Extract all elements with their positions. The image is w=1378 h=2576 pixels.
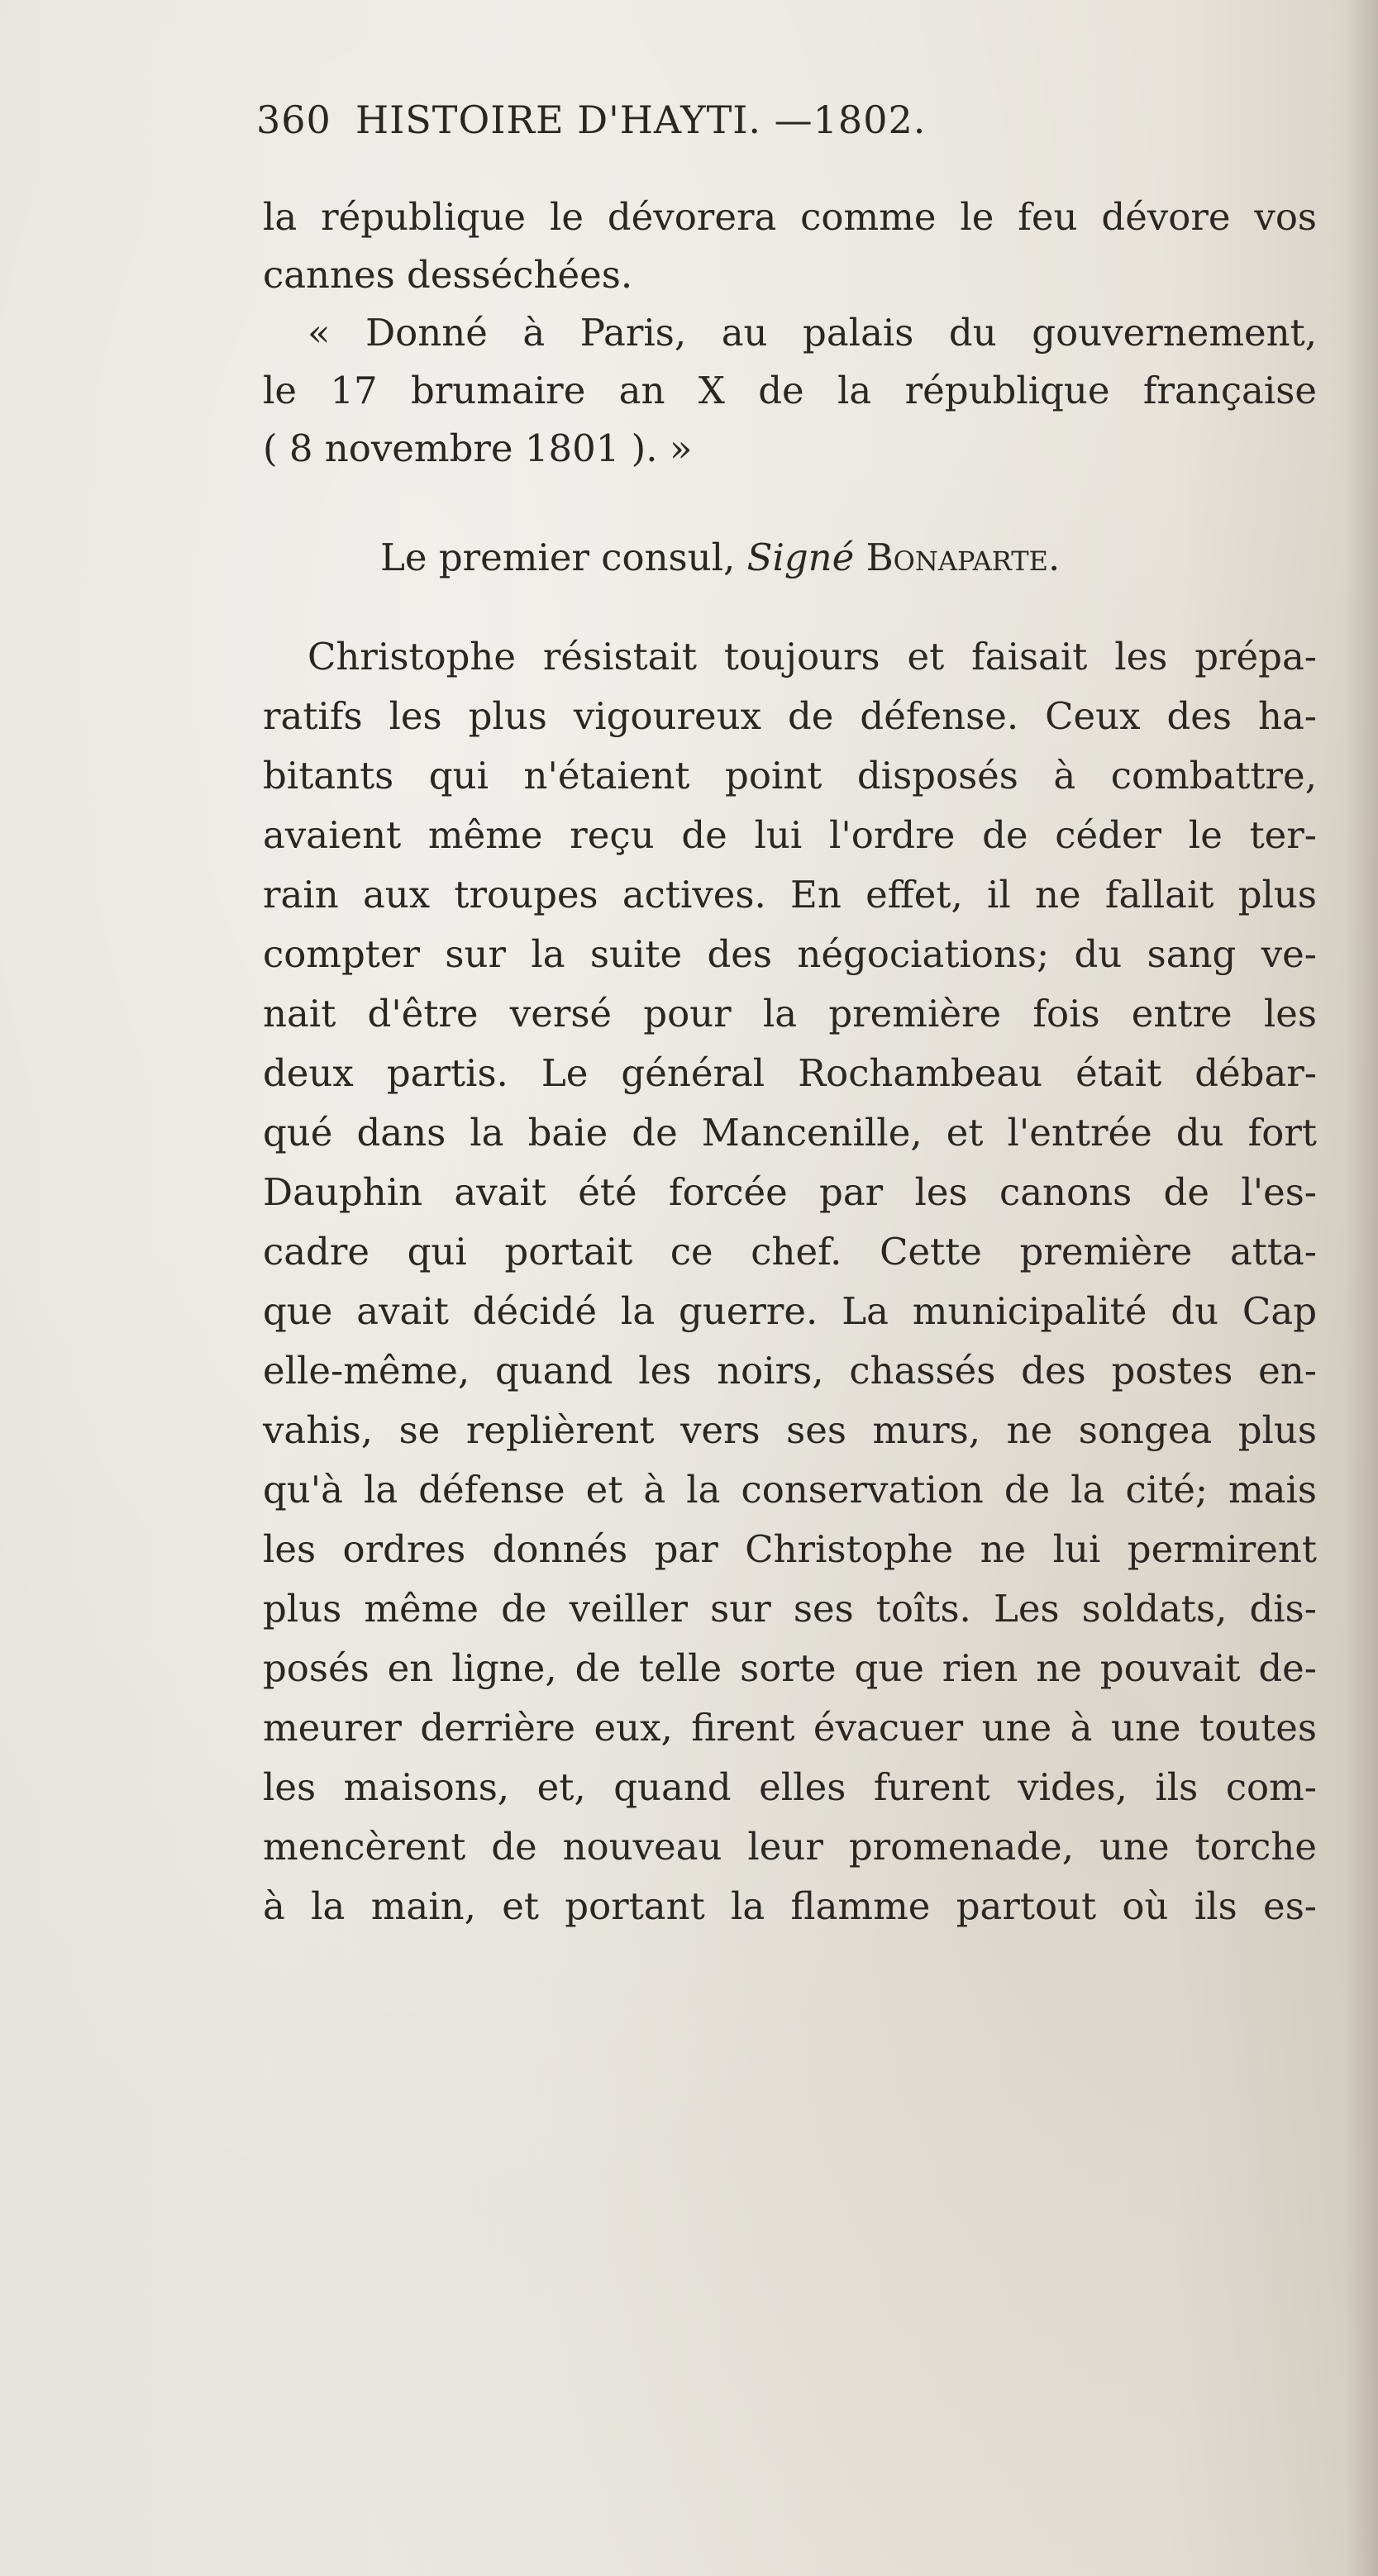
text-line: mencèrent de nouveau leur promenade, une torche [263,1825,1317,1869]
text-line: Dauphin avait été forcée par les canons de l'es- [263,1170,1317,1214]
text-line: Christophe résistait toujours et faisait les prépa- [308,635,1317,679]
text-line: rain aux troupes actives. En effet, il ne fallait plus [263,873,1317,917]
text-line: elle-même, quand les noirs, chassés des postes en- [263,1349,1317,1393]
text-line: « Donné à Paris, au palais du gouvernement, [308,311,1317,355]
text-line: bitants qui n'étaient point disposés à combattre, [263,754,1317,798]
running-header [256,98,1166,155]
signature-line [380,529,1060,587]
signature-signe: Signé [746,536,855,579]
text-line: les ordres donnés par Christophe ne lui permirent [263,1527,1317,1571]
running-title: HISTOIRE D'HAYTI. —1802. [355,98,927,142]
text-line: le 17 brumaire an X de la république française [263,369,1317,412]
text-line: compter sur la suite des négociations; du sang ve- [263,932,1317,976]
text-line: plus même de veiller sur ses toîts. Les soldats, dis- [263,1587,1317,1631]
text-line: deux partis. Le général Rochambeau était débar- [263,1051,1317,1095]
text-line: posés en ligne, de telle sorte que rien ne pouvait de- [263,1646,1317,1690]
text-line: qué dans la baie de Mancenille, et l'entrée du fort [263,1111,1317,1155]
text-line: meurer derrière eux, firent évacuer une à une toutes [263,1706,1317,1750]
text-line: avaient même reçu de lui l'ordre de céder le ter- [263,813,1317,857]
text-line: nait d'être versé pour la première fois entre les [263,992,1317,1036]
text-line: qu'à la défense et à la conservation de la cité; mais [263,1468,1317,1512]
signature-prefix: Le premier consul, [380,536,736,579]
text-line: cannes desséchées. [263,253,633,297]
text-line: ( 8 novembre 1801 ). » [263,426,693,470]
text-line: à la main, et portant la flamme partout où ils es- [263,1884,1317,1928]
text-line: la république le dévorera comme le feu dévore vos [263,195,1317,239]
page-number: 360 [256,98,331,142]
text-line: cadre qui portait ce chef. Cette première atta- [263,1230,1317,1274]
text-line: les maisons, et, quand elles furent vides, ils com- [263,1765,1317,1809]
text-line: que avait décidé la guerre. La municipalité du Cap [263,1289,1317,1333]
page-edge-shadow [1345,0,1378,2576]
signature-name: Bonaparte. [865,536,1061,579]
text-line: ratifs les plus vigoureux de défense. Ceux des ha- [263,694,1317,738]
text-line: vahis, se replièrent vers ses murs, ne songea plus [263,1408,1317,1452]
